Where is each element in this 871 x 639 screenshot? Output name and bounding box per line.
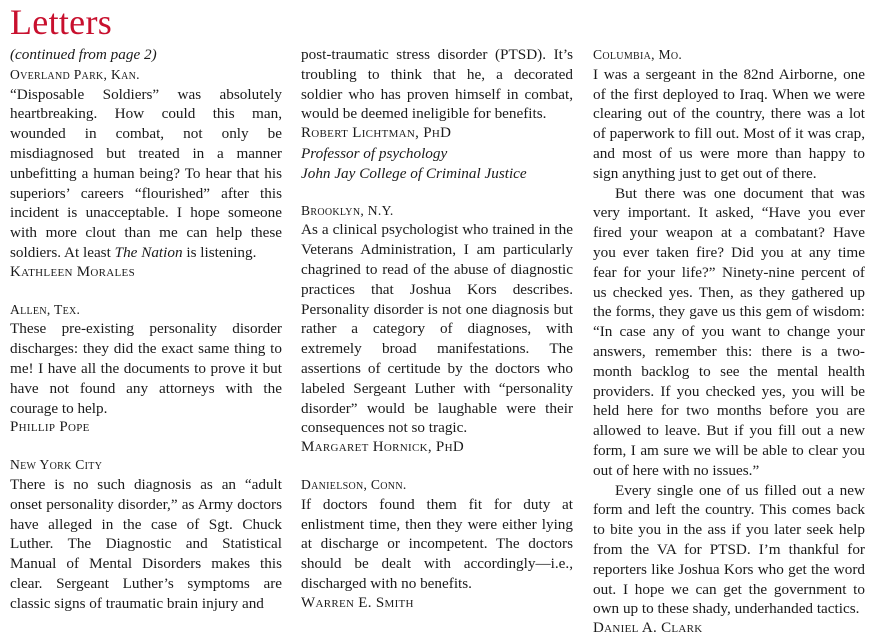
letter-signature: Margaret Hornick, PhD (301, 439, 464, 456)
letter-paragraph: There is no such diagnosis as an “adult onset personality disorder,” as Army doctors have alleged in the case of Sgt. Chuck Luther. The Diagnostic and Statistical Manual of Mental Disorders makes this clear. Sergeant Luther’s symptoms are classic signs of traumatic brain injury and (10, 475, 282, 612)
letter-lichtman (301, 45, 573, 184)
letter-signature: Daniel A. Clark (593, 620, 703, 637)
column-1 (10, 45, 282, 614)
letter-columbia (593, 45, 865, 639)
letter-affiliation-institution: John Jay College of Criminal Justice (301, 164, 527, 182)
letter-paragraph: Every single one of us filled out a new form and left the country. This comes back to bite you in the ass if you later seek help from the VA for PTSD. I’m thankful for reporters like Joshua Kors who get the word out. I hope we can get the government to own up to these shady, underhanded tactics. (593, 481, 865, 618)
publication-title: The Nation (114, 243, 183, 261)
letter-location: New York City (10, 457, 103, 473)
letter-signature: Kathleen Morales (10, 263, 135, 280)
letter-paragraph: I was a sergeant in the 82nd Airborne, one of the first deployed to Iraq. When we were clearing out of the country, there was a lot of paperwork to fill out. Most of it was crap, and most of us were more than happy to sign anything just to get out of there. (593, 65, 865, 182)
letter-paragraph: These pre-existing personality disorder discharges: they did the exact same thing to me! I have all the documents to prove it but have not found any attorneys with the courage to help. (10, 320, 282, 417)
letter-paragraph: post-traumatic stress disorder (PTSD). It’s troubling to think that he, a decorated soldier who has proven himself in combat, would be deemed ineligible for benefits. (301, 46, 573, 123)
letter-paragraph: But there was one document that was very important. It asked, “Have you ever fired your weapon at a combatant? Have you ever taken fire? Did you at any time fear for your life?” Ninety-nine percent of us checked yes. Then, as they gathered up the forms, they gave us this gem of wisdom: “In case any of you want to change your answers, remember this: there is a two-month backlog to see the mental health providers. If you checked yes, you will be held here for two months before you are allowed to leave. But if you fill out a new form, I am sure we will be able to clear you out of here with no issues.” (593, 184, 865, 479)
letter-paragraph: If doctors found them fit for duty at enlistment time, then they were either lying at discharge or incompetent. The doctors should be dealt with accordingly—i.e., discharged with no benefits. (301, 495, 573, 592)
letter-paragraph: “Disposable Soldiers” was absolutely heartbreaking. How could this man, wounded in combat, not only be misdiagnosed but treated in a manner unbefitting a human being? To hear that his superiors’ careers “flourished” after this incident is unacceptable. I hope someone with more clout than me can help these soldiers. At least The Nation is listening. (10, 85, 282, 261)
letter-affiliation-title: Professor of psychology (301, 144, 448, 162)
letter-location: Overland Park, Kan. (10, 66, 140, 82)
column-2 (301, 45, 573, 614)
letter-paragraph: As a clinical psychologist who trained in the Veterans Administration, I am particularly chagrined to read of the abuse of diagnostic practices that Joshua Kors describes. Personality disorder is not one diagnosis but rather a category of diagnoses, with extremely broad manifestations. The assertions of certitude by the doctors who labeled Sergeant Luther with “personality disorder” would be laughable were their consequences not so tragic. (301, 221, 573, 437)
letter-location: Brooklyn, N.Y. (301, 202, 394, 218)
letter-location: Allen, Tex. (10, 301, 81, 317)
page-title: Letters (10, 2, 113, 42)
letter-brooklyn (301, 201, 573, 458)
letter-overland-park (10, 45, 282, 283)
letter-signature: Warren E. Smith (301, 594, 414, 611)
letter-location: Columbia, Mo. (593, 47, 683, 62)
letter-signature: Phillip Pope (10, 419, 90, 436)
letter-new-york-city (10, 455, 282, 613)
column-3 (593, 45, 865, 639)
letter-signature: Robert Lichtman, PhD (301, 125, 452, 142)
letter-allen (10, 300, 282, 439)
letter-danielson (301, 475, 573, 614)
letter-location: Danielson, Conn. (301, 476, 407, 492)
continued-note: (continued from page 2) (10, 46, 157, 63)
